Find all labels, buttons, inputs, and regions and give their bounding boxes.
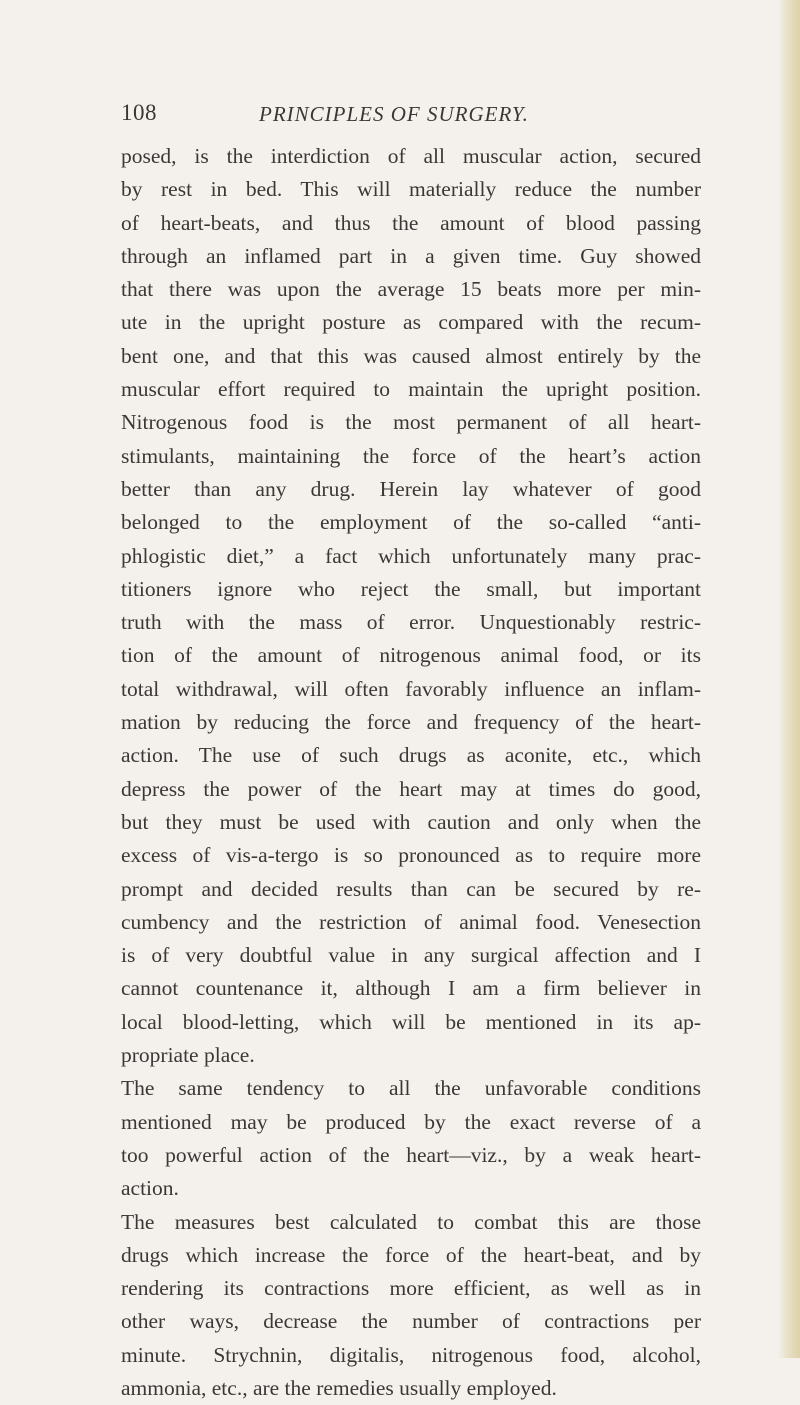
page-edge <box>778 0 800 1358</box>
text-line: total withdrawal, will often favorably influence an inflam- <box>121 676 701 701</box>
text-line: stimulants, maintaining the force of the heart’s action <box>121 443 701 468</box>
text-line: cannot countenance it, although I am a firm believer in <box>121 976 701 1001</box>
text-line: rendering its contractions more efficient, as well as in <box>121 1276 701 1301</box>
text-line: too powerful action of the heart—viz., by a weak heart- <box>121 1142 701 1167</box>
text-line: posed, is the interdiction of all muscular action, secured <box>121 144 701 168</box>
page-header <box>121 100 701 132</box>
text-line: titioners ignore who reject the small, but important <box>121 576 701 601</box>
text-line: that there was upon the average 15 beats more per min- <box>121 277 701 302</box>
text-line: ute in the upright posture as compared with the recum- <box>121 310 701 335</box>
text-line: The measures best calculated to combat this are those <box>121 1209 701 1234</box>
text-line: action. The use of such drugs as aconite, etc., which <box>121 743 701 768</box>
text-line: better than any drug. Herein lay whatever of good <box>121 476 701 501</box>
text-line: local blood-letting, which will be mentioned in its ap- <box>121 1009 701 1034</box>
text-line: is of very doubtful value in any surgical affection and I <box>121 943 701 968</box>
text-line: depress the power of the heart may at times do good, <box>121 776 701 801</box>
text-line: muscular effort required to maintain the upright position. <box>121 377 701 402</box>
text-line: other ways, decrease the number of contractions per <box>121 1309 701 1334</box>
text-line: drugs which increase the force of the heart-beat, and by <box>121 1242 701 1267</box>
text-line: The same tendency to all the unfavorable conditions <box>121 1076 701 1101</box>
text-line: truth with the mass of error. Unquestionably restric- <box>121 610 701 635</box>
text-line: mation by reducing the force and frequency of the heart- <box>121 710 701 735</box>
text-line: by rest in bed. This will materially reduce the number <box>121 177 701 202</box>
page-number: 108 <box>121 100 157 125</box>
text-line: ammonia, etc., are the remedies usually employed. <box>121 1375 557 1400</box>
text-line: phlogistic diet,” a fact which unfortunately many prac- <box>121 543 701 568</box>
text-line: of heart-beats, and thus the amount of blood passing <box>121 210 701 235</box>
text-line: mentioned may be produced by the exact reverse of a <box>121 1109 701 1134</box>
text-line: cumbency and the restriction of animal food. Venesection <box>121 909 701 934</box>
text-line: prompt and decided results than can be secured by re- <box>121 876 701 901</box>
text-line: excess of vis-a-tergo is so pronounced as to require more <box>121 843 701 868</box>
text-line: Nitrogenous food is the most permanent of all heart- <box>121 410 701 435</box>
text-line: bent one, and that this was caused almost entirely by the <box>121 343 701 368</box>
running-title: PRINCIPLES OF SURGERY. <box>259 102 529 126</box>
text-line: through an inflamed part in a given time. Guy showed <box>121 243 701 268</box>
text-line: tion of the amount of nitrogenous animal food, or its <box>121 643 701 668</box>
text-line: belonged to the employment of the so-called “anti- <box>121 510 701 535</box>
text-line: action. <box>121 1176 179 1201</box>
body-text <box>121 140 701 1405</box>
text-line: propriate place. <box>121 1043 255 1068</box>
text-line: minute. Strychnin, digitalis, nitrogenous food, alcohol, <box>121 1342 701 1367</box>
text-line: but they must be used with caution and only when the <box>121 809 701 834</box>
